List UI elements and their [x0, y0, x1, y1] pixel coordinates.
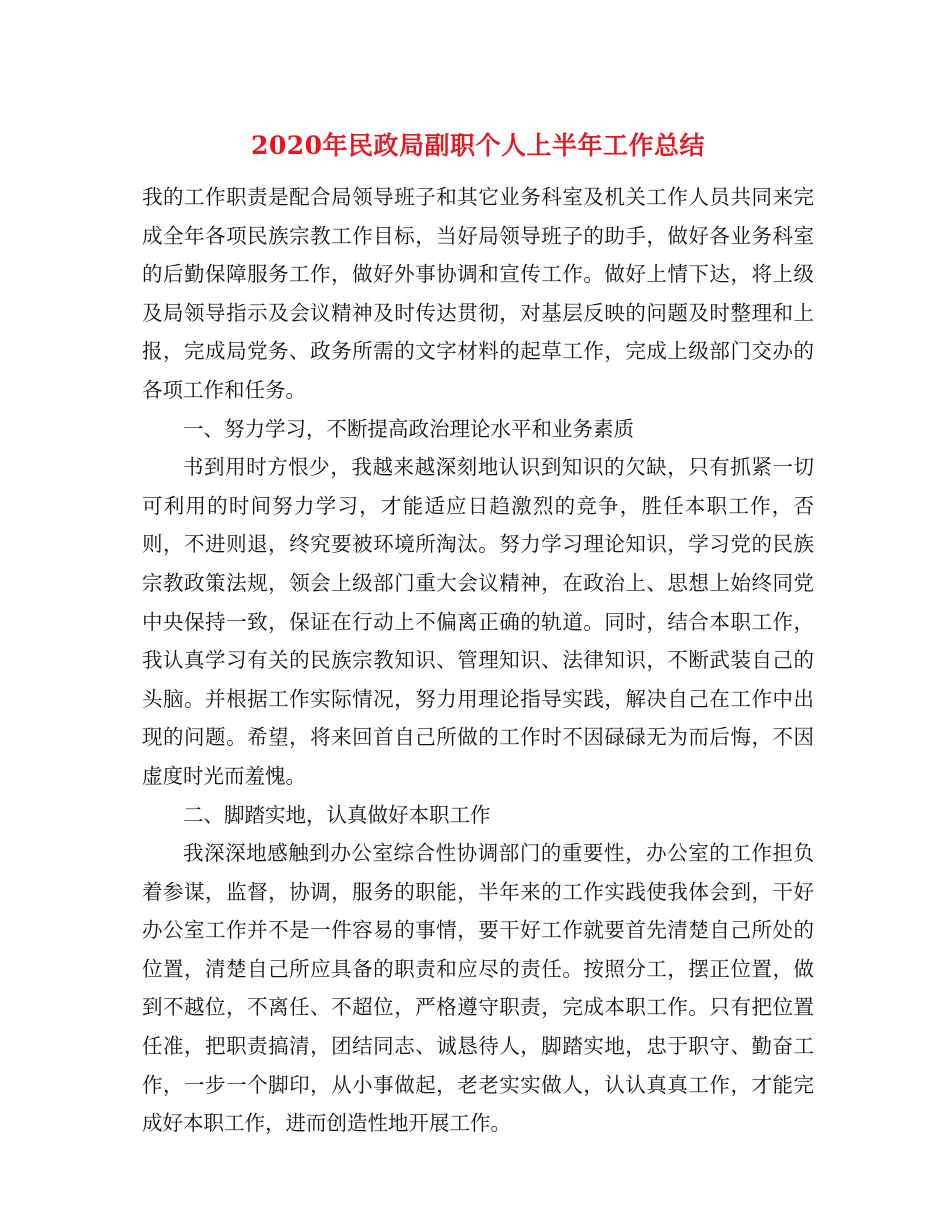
section-2-paragraph: 我深深地感触到办公室综合性协调部门的重要性，办公室的工作担负着参谋，监督，协调，服务的职能，半年来的工作实践使我体会到，干好办公室工作并不是一件容易的事情，要干好工作就要首先清楚自己所处的位置，清楚自己所应具备的职责和应尽的责任。按照分工，摆正位置，做到不越位，不离任、不超位，严格遵守职责，完成本职工作。只有把位置任准，把职责搞清，团结同志、诚恳待人，脚踏实地，忠于职守、勤奋工作，一步一个脚印，从小事做起，老老实实做人，认认真真工作，才能完成好本职工作，进而创造性地开展工作。 [142, 841, 814, 1136]
section-heading-2: 二、脚踏实地，认真做好本职工作 [183, 802, 491, 827]
section-heading-1: 一、努力学习，不断提高政治理论水平和业务素质 [183, 416, 634, 441]
document-title: 2020年民政局副职个人上半年工作总结 [250, 131, 706, 160]
document-body [142, 178, 814, 1143]
section-1-paragraph: 书到用时方恨少，我越来越深刻地认识到知识的欠缺，只有抓紧一切可利用的时间努力学习，才能适应日趋激烈的竞争，胜任本职工作，否则，不进则退，终究要被环境所淘汰。努力学习理论知识，学习党的民族宗教政策法规，领会上级部门重大会议精神，在政治上、思想上始终同党中央保持一致，保证在行动上不偏离正确的轨道。同时，结合本职工作，我认真学习有关的民族宗教知识、管理知识、法律知识，不断武装自己的头脑。并根据工作实际情况，努力用理论指导实践，解决自己在工作中出现的问题。希望，将来回首自己所做的工作时不因碌碌无为而后悔，不因虚度时光而羞愧。 [142, 455, 814, 788]
intro-paragraph: 我的工作职责是配合局领导班子和其它业务科室及机关工作人员共同来完成全年各项民族宗教工作目标，当好局领导班子的助手，做好各业务科室的后勤保障服务工作，做好外事协调和宣传工作。做好上情下达，将上级及局领导指示及会议精神及时传达贯彻，对基层反映的问题及时整理和上报，完成局党务、政务所需的文字材料的起草工作，完成上级部门交办的各项工作和任务。 [142, 185, 814, 402]
